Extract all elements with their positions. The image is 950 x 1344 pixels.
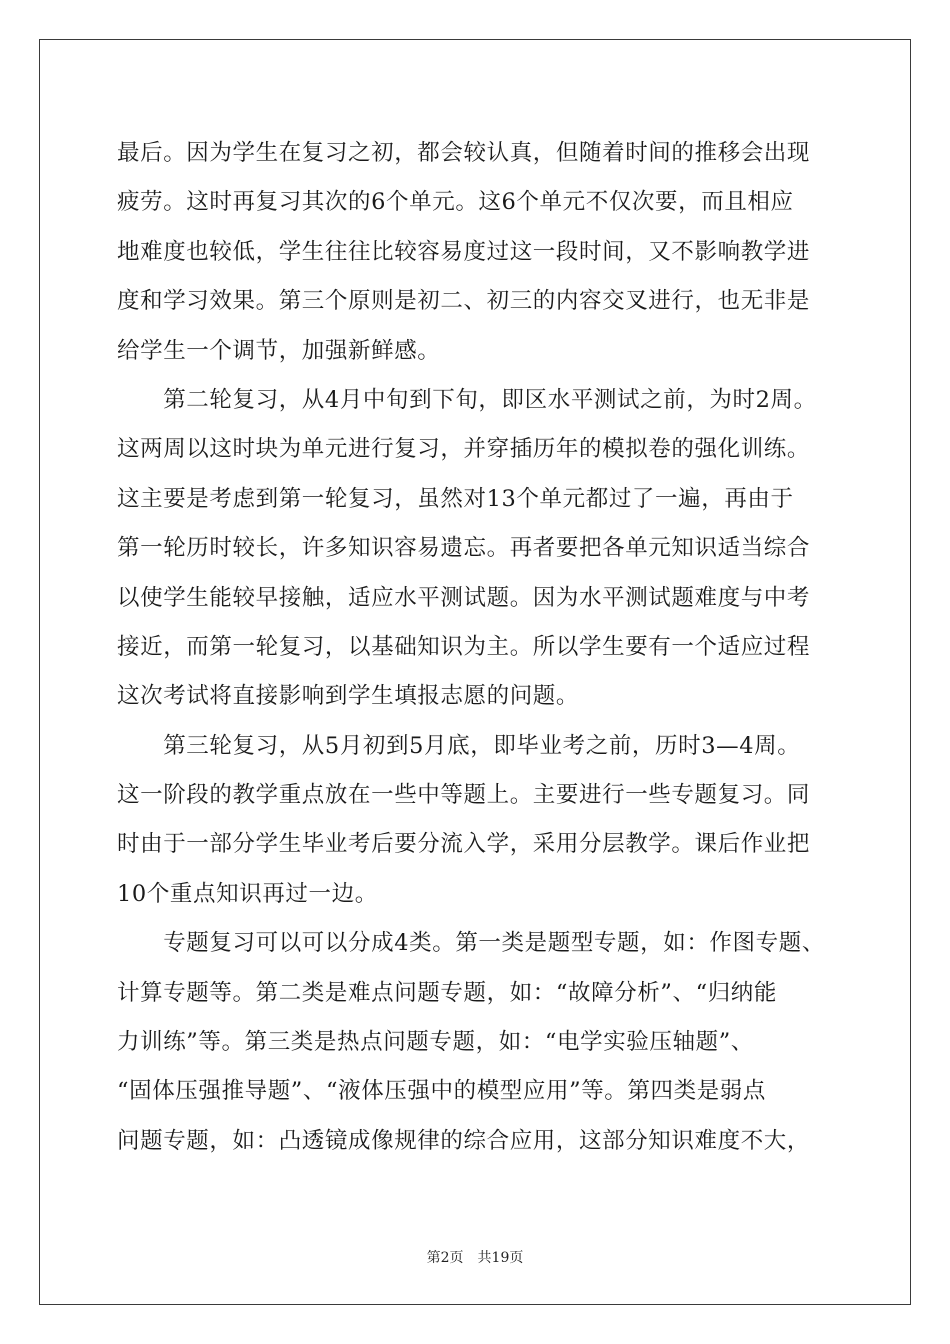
text-line: 问题专题，如：凸透镜成像规律的综合应用，这部分知识难度不大，	[117, 1127, 811, 1154]
text-line: 计算专题等。第二类是难点问题专题，如：“故障分析”、“归纳能	[117, 979, 778, 1006]
text-line: 第一轮历时较长，许多知识容易遗忘。再者要把各单元知识适当综合	[117, 535, 811, 562]
text-line: 疲劳。这时再复习其次的6个单元。这6个单元不仅次要，而且相应	[117, 189, 794, 216]
text-line: 这一阶段的教学重点放在一些中等题上。主要进行一些专题复习。同	[117, 782, 811, 809]
page-footer	[0, 1249, 950, 1267]
text-line: 力训练”等。第三类是热点问题专题，如：“电学实验压轴题”、	[117, 1029, 754, 1056]
paragraph-start-line: 专题复习可以可以分成4类。第一类是题型专题，如：作图专题、	[117, 930, 825, 957]
text-line: 度和学习效果。第三个原则是初二、初三的内容交叉进行，也无非是	[117, 288, 811, 315]
paragraph-start-line: 第二轮复习，从4月中旬到下旬，即区水平测试之前，为时2周。	[117, 386, 817, 413]
page-total: 共19页	[477, 1250, 524, 1266]
document-body	[117, 129, 837, 1166]
text-line: 地难度也较低，学生往往比较容易度过这一段时间，又不影响教学进	[117, 238, 811, 265]
text-line: 这次考试将直接影响到学生填报志愿的问题。	[117, 683, 580, 710]
text-line: 10个重点知识再过一边。	[117, 880, 378, 907]
text-line: 以使学生能较早接触，适应水平测试题。因为水平测试题难度与中考	[117, 584, 811, 611]
text-line: 接近，而第一轮复习，以基础知识为主。所以学生要有一个适应过程	[117, 633, 811, 660]
text-line: 给学生一个调节，加强新鲜感。	[117, 337, 441, 364]
text-line: 时由于一部分学生毕业考后要分流入学，采用分层教学。课后作业把	[117, 831, 811, 858]
paragraph-start-line: 第三轮复习，从5月初到5月底，即毕业考之前，历时3—4周。	[117, 732, 801, 759]
text-line: 这两周以这时块为单元进行复习，并穿插历年的模拟卷的强化训练。	[117, 436, 811, 463]
page-number: 第2页	[426, 1250, 464, 1266]
text-line: 这主要是考虑到第一轮复习，虽然对13个单元都过了一遍，再由于	[117, 485, 794, 512]
text-line: 最后。因为学生在复习之初，都会较认真，但随着时间的推移会出现	[117, 140, 811, 166]
text-line: “固体压强推导题”、“液体压强中的模型应用”等。第四类是弱点	[117, 1078, 767, 1105]
